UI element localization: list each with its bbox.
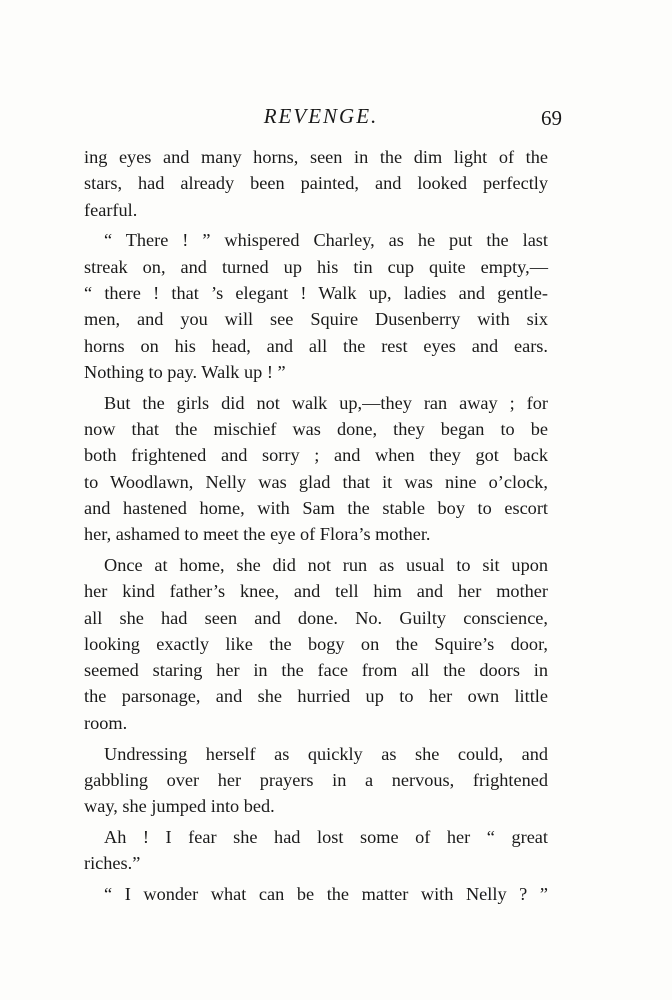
paragraph xyxy=(84,227,548,385)
page-number: 69 xyxy=(541,106,562,130)
text-line: stars, had already been painted, and looked perfectly xyxy=(84,173,548,194)
running-title: REVENGE. xyxy=(263,104,379,128)
text-line: her, ashamed to meet the eye of Flora’s mother. xyxy=(84,524,431,545)
text-line: the parsonage, and she hurried up to her own little xyxy=(84,686,548,707)
text-line: “ I wonder what can be the matter with Nelly ? ” xyxy=(104,884,548,905)
text-line: and hastened home, with Sam the stable boy to escort xyxy=(84,497,548,518)
text-line: seemed staring her in the face from all the doors in xyxy=(84,660,548,681)
text-line: both frightened and sorry ; and when they got back xyxy=(84,445,548,466)
text-line: men, and you will see Squire Dusenberry with six xyxy=(84,309,548,330)
paragraph xyxy=(84,881,548,907)
text-line: “ There ! ” whispered Charley, as he put the last xyxy=(104,230,548,251)
text-line: Undressing herself as quickly as she could, and xyxy=(104,743,548,764)
body-text xyxy=(84,144,548,907)
text-line: riches.” xyxy=(84,853,141,874)
text-line: Once at home, she did not run as usual to sit upon xyxy=(104,554,548,575)
paragraph xyxy=(84,390,548,548)
text-line: “ there ! that ’s elegant ! Walk up, ladies and gentle- xyxy=(84,282,548,303)
text-line: But the girls did not walk up,—they ran away ; for xyxy=(104,392,548,413)
text-line: horns on his head, and all the rest eyes and ears. xyxy=(84,335,548,356)
text-line: gabbling over her prayers in a nervous, frightened xyxy=(84,769,548,790)
paragraph xyxy=(84,552,548,736)
text-line: Ah ! I fear she had lost some of her “ great xyxy=(104,826,548,847)
text-line: fearful. xyxy=(84,199,138,220)
text-line: Nothing to pay. Walk up ! ” xyxy=(84,361,286,382)
text-line: ing eyes and many horns, seen in the dim light of the xyxy=(84,147,548,167)
paragraph xyxy=(84,824,548,877)
text-line: to Woodlawn, Nelly was glad that it was nine o’clock, xyxy=(84,471,548,492)
text-line: way, she jumped into bed. xyxy=(84,796,275,817)
paragraph xyxy=(84,741,548,820)
text-line: streak on, and turned up his tin cup quite empty,— xyxy=(84,256,548,277)
paragraph xyxy=(84,144,548,223)
text-line: now that the mischief was done, they began to be xyxy=(84,418,548,439)
text-line: room. xyxy=(84,712,128,733)
text-line: looking exactly like the bogy on the Squire’s door, xyxy=(84,633,548,654)
text-line: all she had seen and done. No. Guilty conscience, xyxy=(84,607,548,628)
running-head xyxy=(80,104,562,134)
text-line: her kind father’s knee, and tell him and her mother xyxy=(84,581,548,602)
